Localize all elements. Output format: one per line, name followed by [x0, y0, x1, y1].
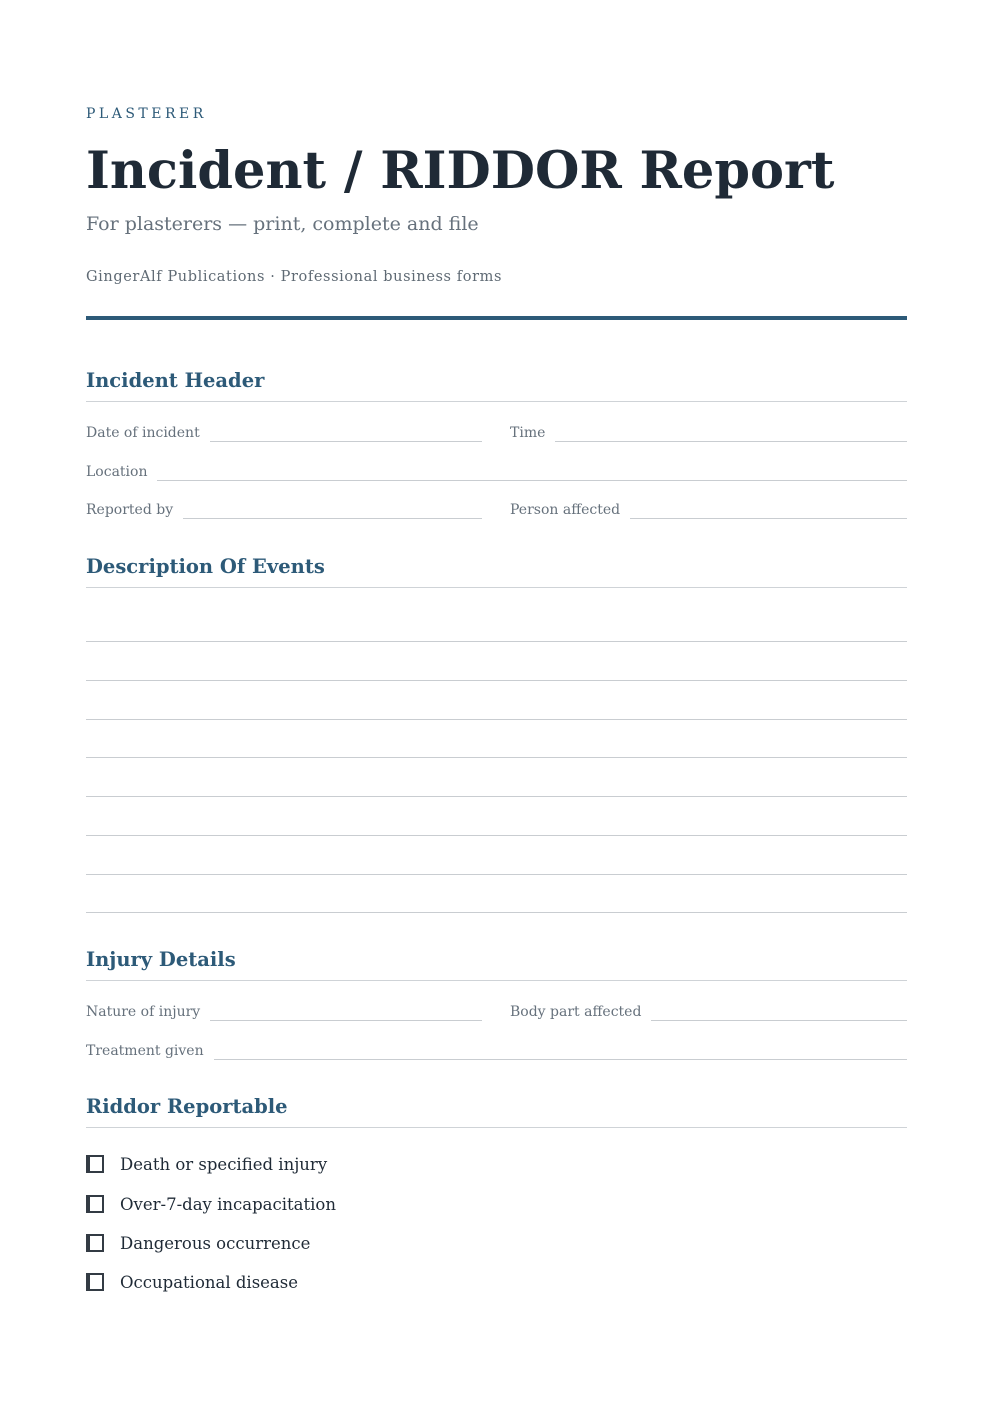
nature-of-injury-label: Nature of injury: [86, 1004, 201, 1020]
nature-of-injury-line[interactable]: [210, 998, 482, 1021]
person-affected-field[interactable]: [510, 497, 907, 519]
publisher-line: GingerAlf Publications · Professional business forms: [86, 269, 503, 285]
description-line[interactable]: [86, 796, 907, 797]
riddor-option-dangerous-occurrence[interactable]: [86, 1231, 310, 1255]
location-line[interactable]: [157, 458, 907, 481]
section-title-incident-header: Incident Header: [86, 369, 907, 402]
description-line[interactable]: [86, 680, 907, 681]
riddor-option-occupational-disease[interactable]: [86, 1270, 298, 1294]
checkbox-label: Occupational disease: [120, 1272, 299, 1292]
body-part-field[interactable]: [510, 999, 907, 1021]
checkbox-label: Dangerous occurrence: [120, 1233, 311, 1253]
checkbox-label: Over-7-day incapacitation: [120, 1194, 336, 1214]
reported-by-label: Reported by: [86, 502, 174, 518]
treatment-given-line[interactable]: [214, 1037, 907, 1060]
description-line[interactable]: [86, 835, 907, 836]
date-of-incident-label: Date of incident: [86, 425, 200, 441]
checkbox[interactable]: [86, 1155, 104, 1173]
treatment-given-field[interactable]: [86, 1038, 907, 1060]
reported-by-line[interactable]: [183, 496, 482, 519]
description-line[interactable]: [86, 912, 907, 913]
body-part-line[interactable]: [651, 998, 907, 1021]
nature-of-injury-field[interactable]: [86, 999, 482, 1021]
body-part-label: Body part affected: [510, 1004, 642, 1020]
reported-by-field[interactable]: [86, 497, 482, 519]
riddor-option-death[interactable]: [86, 1152, 327, 1176]
location-field[interactable]: [86, 459, 907, 481]
header-divider: [86, 316, 907, 320]
date-of-incident-field[interactable]: [86, 420, 482, 442]
page-title: Incident / RIDDOR Report: [86, 141, 835, 201]
checkbox[interactable]: [86, 1273, 104, 1291]
treatment-given-label: Treatment given: [86, 1043, 204, 1059]
checkbox[interactable]: [86, 1234, 104, 1252]
person-affected-label: Person affected: [510, 502, 621, 518]
location-label: Location: [86, 464, 148, 480]
time-label: Time: [510, 425, 546, 441]
person-affected-line[interactable]: [630, 496, 907, 519]
checkbox[interactable]: [86, 1195, 104, 1213]
checkbox-label: Death or specified injury: [120, 1154, 328, 1174]
trade-eyebrow: PLASTERER: [86, 106, 207, 122]
description-line[interactable]: [86, 874, 907, 875]
time-field[interactable]: [510, 420, 907, 442]
date-of-incident-line[interactable]: [210, 419, 482, 442]
description-line[interactable]: [86, 757, 907, 758]
section-title-injury-details: Injury Details: [86, 948, 907, 981]
description-line[interactable]: [86, 719, 907, 720]
section-title-riddor: Riddor Reportable: [86, 1095, 907, 1128]
page-subtitle: For plasterers — print, complete and file: [86, 213, 479, 235]
description-line[interactable]: [86, 641, 907, 642]
section-title-description: Description Of Events: [86, 555, 907, 588]
riddor-option-over-7-day[interactable]: [86, 1192, 336, 1216]
time-line[interactable]: [555, 419, 907, 442]
